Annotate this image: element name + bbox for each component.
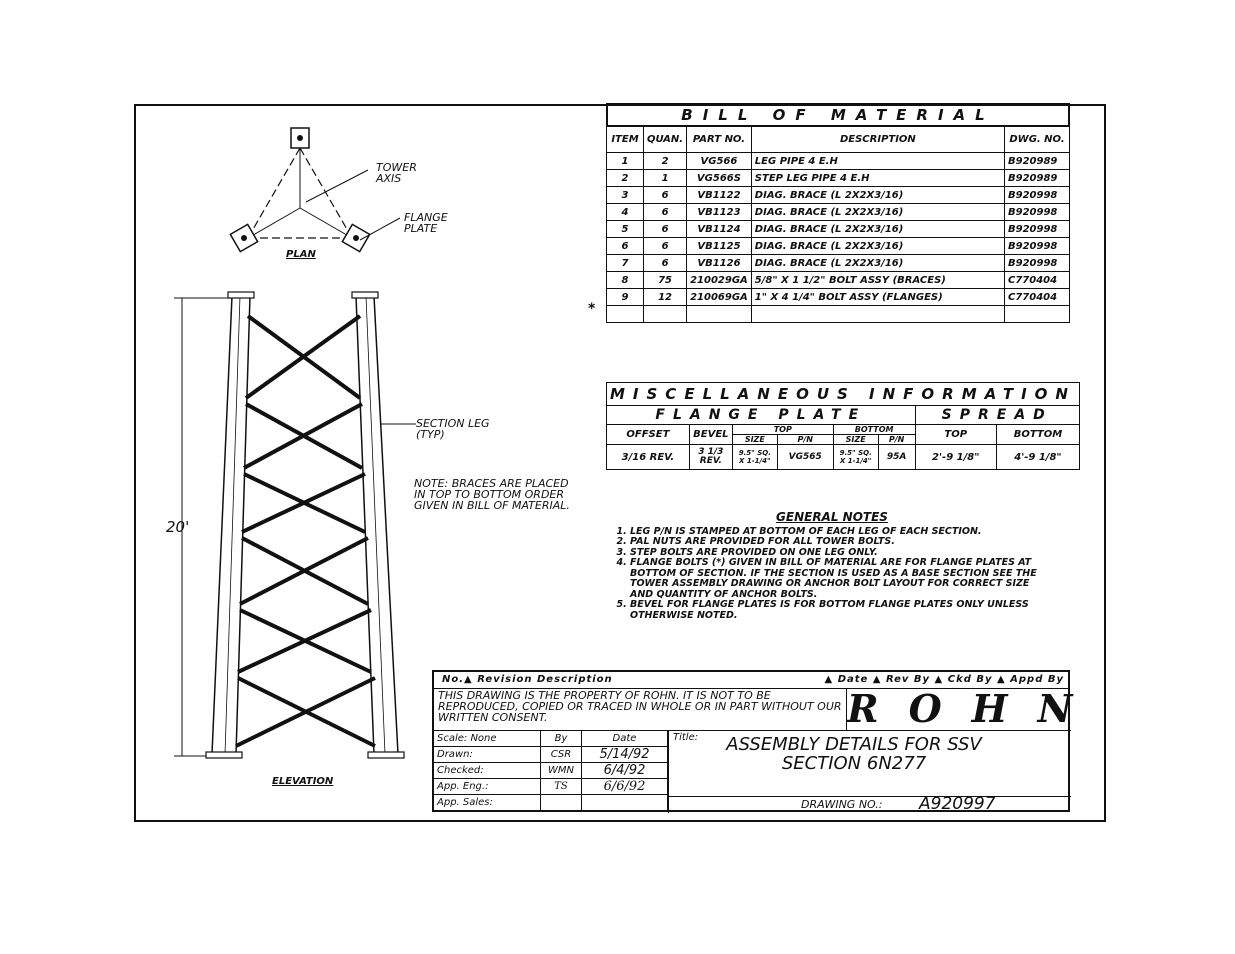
cell: 3/16 REV. xyxy=(607,445,690,470)
cell: 2'-9 1/8" xyxy=(915,445,996,470)
approval-grid xyxy=(434,730,668,811)
table-row xyxy=(607,306,1070,323)
table-row xyxy=(607,445,1080,470)
misc-table xyxy=(606,382,1080,470)
cell: B920989 xyxy=(1005,170,1070,187)
bom-header-desc: DESCRIPTION xyxy=(751,127,1004,153)
bottom-pn-header: P/N xyxy=(878,435,915,445)
table-row xyxy=(607,255,1070,272)
cell: C770404 xyxy=(1005,272,1070,289)
app-eng-date: 6/6/92 xyxy=(582,779,668,795)
offset-header: OFFSET xyxy=(607,425,690,445)
app-sales-date-signature xyxy=(582,795,668,811)
table-row xyxy=(607,153,1070,170)
drawing-number-row xyxy=(668,796,1071,813)
table-row xyxy=(607,272,1070,289)
cell: B920998 xyxy=(1005,238,1070,255)
app-eng-label: App. Eng.: xyxy=(434,779,541,795)
flange-plate-label: FLANGE PLATE xyxy=(404,211,448,235)
cell: 75 xyxy=(644,272,687,289)
cell: 9.5" SQ. X 1-1/4" xyxy=(732,445,777,470)
cell: B920998 xyxy=(1005,255,1070,272)
cell: DIAG. BRACE (L 2X2X3/16) xyxy=(751,238,1004,255)
drawing-no-label: DRAWING NO.: xyxy=(801,798,883,811)
drawing-title: ASSEMBLY DETAILS FOR SSV SECTION 6N277 xyxy=(726,734,982,774)
app-sales-signature xyxy=(541,795,582,811)
cell: 7 xyxy=(607,255,644,272)
cell: 2 xyxy=(607,170,644,187)
general-notes-title: GENERAL NOTES xyxy=(776,510,888,524)
elevation-view xyxy=(170,286,420,764)
cell: 5 xyxy=(607,221,644,238)
cell: VB1125 xyxy=(687,238,752,255)
cell: 1 xyxy=(607,153,644,170)
title-area xyxy=(668,730,1071,797)
cell: VB1123 xyxy=(687,204,752,221)
cell: 2 xyxy=(644,153,687,170)
list-item: 4. FLANGE BOLTS (*) GIVEN IN BILL OF MATERIAL ARE FOR FLANGE PLATES AT BOTTOM OF SECTION. IF THE SECTION IS USED AS A BASE SECTION SEE THE TOWER ASSEMBLY DRAWING OR ANCHOR BOLT LAYOUT FOR CORRECT SIZE AND QUANTITY OF ANCHOR BOLTS. xyxy=(630,558,1052,600)
cell: LEG PIPE 4 E.H xyxy=(751,153,1004,170)
list-item: 5. BEVEL FOR FLANGE PLATES IS FOR BOTTOM FLANGE PLATES ONLY UNLESS OTHERWISE NOTED. xyxy=(630,600,1052,621)
date-header: Date xyxy=(582,731,668,747)
list-item: 3. STEP BOLTS ARE PROVIDED ON ONE LEG ONLY. xyxy=(630,548,1052,559)
cell: DIAG. BRACE (L 2X2X3/16) xyxy=(751,204,1004,221)
list-item: 2. PAL NUTS ARE PROVIDED FOR ALL TOWER BOLTS. xyxy=(630,537,1052,548)
revision-columns-label: ▲ Date ▲ Rev By ▲ Ckd By ▲ Appd By xyxy=(824,674,1064,685)
cell: 1 xyxy=(644,170,687,187)
cell: B920998 xyxy=(1005,187,1070,204)
top-pn-header: P/N xyxy=(777,435,833,445)
braces-note: NOTE: BRACES ARE PLACED IN TOP TO BOTTOM ORDER GIVEN IN BILL OF MATERIAL. xyxy=(414,477,570,512)
flange-plate-header: FLANGE PLATE xyxy=(607,406,916,425)
cell: VG565 xyxy=(777,445,833,470)
checked-date: 6/4/92 xyxy=(582,763,668,779)
bevel-header: BEVEL xyxy=(689,425,732,445)
title-label: Title: xyxy=(673,732,699,743)
bom-header-item: ITEM xyxy=(607,127,644,153)
cell: 9 xyxy=(607,289,644,306)
cell: VG566 xyxy=(687,153,752,170)
scale-label: Scale: None xyxy=(434,731,541,747)
cell: 6 xyxy=(644,204,687,221)
bom-table xyxy=(606,126,1070,323)
bottom-size-header: SIZE xyxy=(833,435,878,445)
checked-label: Checked: xyxy=(434,763,541,779)
cell: STEP LEG PIPE 4 E.H xyxy=(751,170,1004,187)
drawn-by: CSR xyxy=(541,747,582,763)
tower-axis-label: TOWER AXIS xyxy=(376,161,417,185)
misc-title: MISCELLANEOUS INFORMATION xyxy=(607,383,1080,406)
cell: DIAG. BRACE (L 2X2X3/16) xyxy=(751,187,1004,204)
cell: B920998 xyxy=(1005,221,1070,238)
cell: 6 xyxy=(644,255,687,272)
cell: 210069GA xyxy=(687,289,752,306)
spread-bottom-header: BOTTOM xyxy=(996,425,1079,445)
cell: 3 xyxy=(607,187,644,204)
revision-description-label: No.▲ Revision Description xyxy=(442,674,613,685)
bom-title: BILL OF MATERIAL xyxy=(606,103,1070,126)
section-leg-label: SECTION LEG (TYP) xyxy=(416,417,490,441)
top-size-header: SIZE xyxy=(732,435,777,445)
cell: 6 xyxy=(644,187,687,204)
cell: 210029GA xyxy=(687,272,752,289)
drawn-date: 5/14/92 xyxy=(582,747,668,763)
cell: 12 xyxy=(644,289,687,306)
plan-view xyxy=(220,120,400,270)
app-eng-by: TS xyxy=(541,779,582,795)
table-row xyxy=(607,170,1070,187)
table-row xyxy=(607,221,1070,238)
cell: 4'-9 1/8" xyxy=(996,445,1079,470)
drawn-label: Drawn: xyxy=(434,747,541,763)
table-row xyxy=(607,238,1070,255)
cell: 6 xyxy=(607,238,644,255)
checked-by: WMN xyxy=(541,763,582,779)
elevation-label: ELEVATION xyxy=(272,776,334,787)
cell: DIAG. BRACE (L 2X2X3/16) xyxy=(751,255,1004,272)
bottom-header: BOTTOM xyxy=(833,425,915,435)
top-header: TOP xyxy=(732,425,833,435)
cell: 6 xyxy=(644,238,687,255)
cell: 5/8" X 1 1/2" BOLT ASSY (BRACES) xyxy=(751,272,1004,289)
bill-of-material xyxy=(606,103,1070,323)
cell: 6 xyxy=(644,221,687,238)
table-row xyxy=(607,289,1070,306)
cell: 9.5" SQ. X 1-1/4" xyxy=(833,445,878,470)
general-notes xyxy=(612,512,1052,621)
cell: VB1122 xyxy=(687,187,752,204)
cell: VB1126 xyxy=(687,255,752,272)
cell: B920989 xyxy=(1005,153,1070,170)
cell: B920998 xyxy=(1005,204,1070,221)
table-row xyxy=(607,204,1070,221)
company-logo: ROHN xyxy=(847,686,1103,731)
by-header: By xyxy=(541,731,582,747)
misc-information xyxy=(606,382,1076,470)
plan-label: PLAN xyxy=(286,249,316,260)
cell: VB1124 xyxy=(687,221,752,238)
cell: VG566S xyxy=(687,170,752,187)
table-row xyxy=(607,187,1070,204)
cell: DIAG. BRACE (L 2X2X3/16) xyxy=(751,221,1004,238)
cell: 3 1/3 REV. xyxy=(689,445,732,470)
cell: 1" X 4 1/4" BOLT ASSY (FLANGES) xyxy=(751,289,1004,306)
cell: 8 xyxy=(607,272,644,289)
drawing-number: A920997 xyxy=(919,794,996,814)
property-notice: THIS DRAWING IS THE PROPERTY OF ROHN. IT IS NOT TO BE REPRODUCED, COPIED OR TRACED IN WHOLE OR IN PART WITHOUT OUR WRITTEN CONSENT. xyxy=(438,689,842,724)
cell: 4 xyxy=(607,204,644,221)
bom-header-dwg: DWG. NO. xyxy=(1005,127,1070,153)
spread-header: SPREAD xyxy=(915,406,1079,425)
list-item: 1. LEG P/N IS STAMPED AT BOTTOM OF EACH LEG OF EACH SECTION. xyxy=(630,527,1052,538)
spread-top-header: TOP xyxy=(915,425,996,445)
cell: 95A xyxy=(878,445,915,470)
title-block xyxy=(432,670,1103,814)
flange-bolt-marker: * xyxy=(588,301,596,317)
app-sales-label: App. Sales: xyxy=(434,795,541,811)
height-dimension: 20' xyxy=(166,518,190,536)
bom-header-part: PART NO. xyxy=(687,127,752,153)
cell: C770404 xyxy=(1005,289,1070,306)
bom-header-quan: QUAN. xyxy=(644,127,687,153)
